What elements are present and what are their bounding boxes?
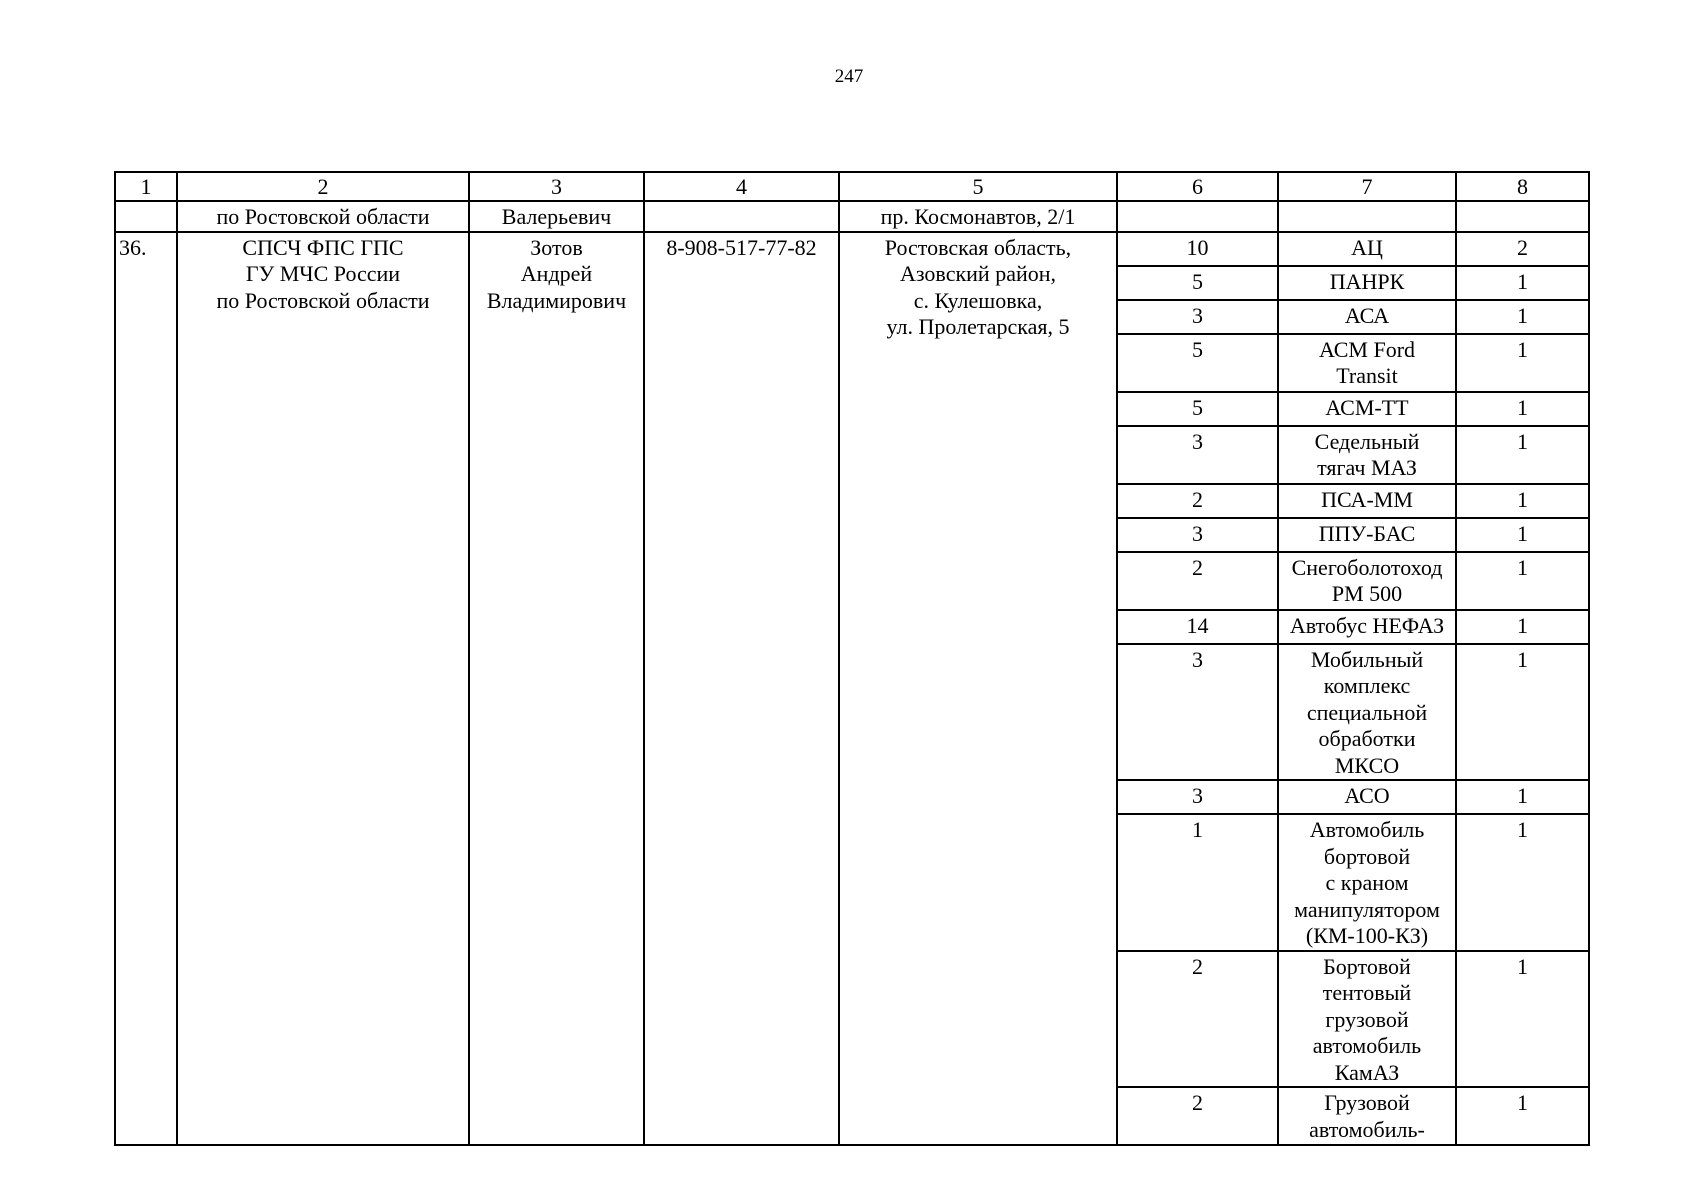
quantity-cell: 3 (1117, 644, 1278, 781)
text-line: ПАНРК (1329, 268, 1405, 294)
address-cell: пр. Космонавтов, 2/1 (839, 201, 1117, 232)
text-line: автомобиль (1312, 1033, 1422, 1058)
text-line: РМ 500 (1331, 581, 1403, 606)
count-cell: 1 (1456, 644, 1589, 781)
text-line: Азовский район, (899, 261, 1057, 286)
text-line: АСМ Ford (1318, 336, 1416, 362)
equipment-name-cell (1278, 484, 1456, 518)
text-line: бортовой (1323, 843, 1411, 869)
equipment-name-cell (1278, 610, 1456, 644)
count-cell: 1 (1456, 951, 1589, 1088)
column-header: 4 (644, 172, 839, 201)
text-line: Снегоболотоход (1291, 554, 1443, 580)
text-line: ГУ МЧС России (245, 261, 401, 286)
text-line: автомобиль- (1309, 1116, 1425, 1142)
column-header: 2 (177, 172, 469, 201)
count-cell: 1 (1456, 610, 1589, 644)
text-line: ул. Пролетарская, 5 (886, 314, 1070, 339)
equipment-name-cell (1278, 552, 1456, 610)
count-cell: 1 (1456, 266, 1589, 300)
phone-cell: 8-908-517-77-82 (644, 232, 839, 1146)
quantity-cell: 3 (1117, 780, 1278, 814)
text-line: обработки (1318, 726, 1416, 751)
quantity-cell: 2 (1117, 951, 1278, 1088)
column-header: 3 (469, 172, 644, 201)
text-line: Грузовой (1324, 1090, 1410, 1115)
table-cell (1278, 201, 1456, 232)
equipment-name-cell (1278, 951, 1456, 1088)
equipment-name-cell (1278, 266, 1456, 300)
text-line: АСА (1344, 302, 1390, 328)
text-line: Автобус НЕФАЗ (1289, 612, 1445, 638)
equipment-name-cell (1278, 814, 1456, 951)
quantity-cell: 3 (1117, 518, 1278, 552)
column-header: 6 (1117, 172, 1278, 201)
text-line: МКСО (1334, 752, 1400, 778)
text-line: АСМ-ТТ (1325, 394, 1409, 420)
quantity-cell: 1 (1117, 814, 1278, 951)
phone-cell (644, 201, 839, 232)
text-line: Седельный (1314, 428, 1420, 454)
text-line: (КМ-100-КЗ) (1305, 923, 1429, 948)
quantity-cell: 2 (1117, 552, 1278, 610)
equipment-row (115, 232, 1589, 266)
quantity-cell: 5 (1117, 266, 1278, 300)
organization-cell: по Ростовской области (177, 201, 469, 232)
table-cell (1456, 201, 1589, 232)
text-line: Андрей (520, 261, 593, 286)
text-line: по Ростовской области (216, 287, 430, 313)
text-line: Ростовская область, (884, 234, 1072, 260)
text-line: с краном (1325, 870, 1409, 895)
page-number: 247 (834, 66, 864, 87)
text-line: Зотов (530, 234, 583, 260)
text-line: Автомобиль (1309, 817, 1425, 842)
count-cell: 1 (1456, 426, 1589, 484)
equipment-name-cell (1278, 334, 1456, 392)
count-cell: 1 (1456, 518, 1589, 552)
count-cell: 1 (1456, 1087, 1589, 1145)
text-line: тентовый (1322, 980, 1412, 1005)
equipment-name-cell (1278, 1087, 1456, 1145)
count-cell: 1 (1456, 392, 1589, 426)
entry-number-cell: 36. (115, 232, 177, 1146)
text-line: комплекс (1323, 673, 1411, 698)
person-cell (469, 232, 644, 1146)
quantity-cell: 2 (1117, 1087, 1278, 1145)
text-line: СПСЧ ФПС ГПС (242, 234, 404, 260)
text-line: Владимирович (486, 287, 627, 313)
quantity-cell: 5 (1117, 334, 1278, 392)
text-line: манипулятором (1294, 896, 1440, 922)
count-cell: 1 (1456, 780, 1589, 814)
equipment-name-cell (1278, 426, 1456, 484)
count-cell: 1 (1456, 484, 1589, 518)
text-line: с. Кулешовка, (913, 287, 1043, 313)
column-header: 1 (115, 172, 177, 201)
quantity-cell: 5 (1117, 392, 1278, 426)
table-cell (1117, 201, 1278, 232)
column-header: 5 (839, 172, 1117, 201)
text-line: Мобильный (1310, 646, 1424, 672)
text-line: КамАЗ (1334, 1059, 1400, 1085)
text-line: ПСА-ММ (1321, 486, 1413, 512)
organization-cell (177, 232, 469, 1146)
equipment-name-cell (1278, 518, 1456, 552)
column-header: 8 (1456, 172, 1589, 201)
quantity-cell: 2 (1117, 484, 1278, 518)
quantity-cell: 3 (1117, 426, 1278, 484)
text-line: АЦ (1351, 234, 1383, 260)
table-cell (115, 201, 177, 232)
quantity-cell: 14 (1117, 610, 1278, 644)
text-line: грузовой (1325, 1006, 1409, 1032)
text-line: АСО (1344, 783, 1390, 808)
text-line: Transit (1336, 363, 1398, 388)
equipment-name-cell (1278, 392, 1456, 426)
text-line: Бортовой (1323, 953, 1411, 979)
text-line: тягач МАЗ (1317, 455, 1417, 480)
column-number-row (115, 172, 1589, 201)
count-cell: 1 (1456, 300, 1589, 334)
quantity-cell: 10 (1117, 232, 1278, 266)
equipment-name-cell (1278, 232, 1456, 266)
person-cell: Валерьевич (469, 201, 644, 232)
count-cell: 2 (1456, 232, 1589, 266)
equipment-name-cell (1278, 780, 1456, 814)
continuation-row (115, 201, 1589, 232)
equipment-name-cell (1278, 300, 1456, 334)
quantity-cell: 3 (1117, 300, 1278, 334)
equipment-table (114, 171, 1590, 1146)
column-header: 7 (1278, 172, 1456, 201)
count-cell: 1 (1456, 334, 1589, 392)
text-line: ППУ-БАС (1318, 520, 1416, 546)
text-line: специальной (1306, 699, 1428, 725)
address-cell (839, 232, 1117, 1146)
count-cell: 1 (1456, 552, 1589, 610)
count-cell: 1 (1456, 814, 1589, 951)
equipment-name-cell (1278, 644, 1456, 781)
